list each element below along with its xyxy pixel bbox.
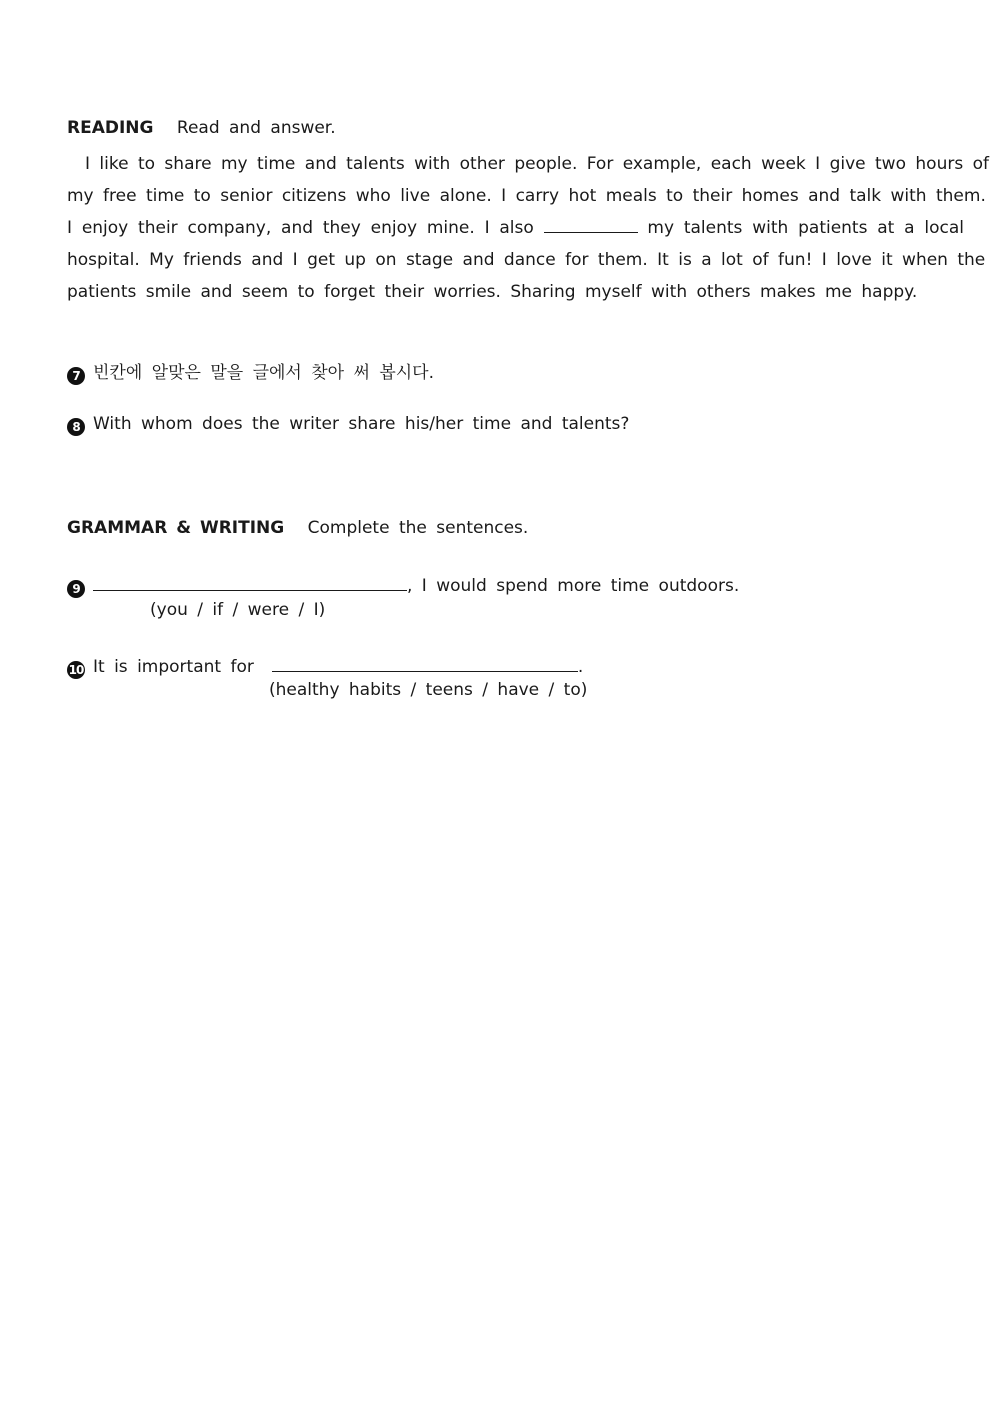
grammar-title: GRAMMAR & WRITING (67, 518, 285, 538)
passage-line-after-blank: my talents with patients at a local (647, 218, 965, 238)
question-10-suffix: . (577, 657, 584, 677)
question-10-prefix: It is important for (93, 657, 254, 677)
question-10 (67, 655, 583, 679)
passage-line: hospital. My friends and I get up on stage and dance for them. It is a lot of fun! I love it when the (67, 250, 986, 270)
reading-instruction: Read and answer. (176, 118, 336, 138)
passage-line: my free time to senior citizens who live alone. I carry hot meals to their homes and talk with them. (67, 186, 986, 206)
grammar-instruction: Complete the sentences. (307, 518, 529, 538)
passage-line (67, 212, 964, 244)
question-number-badge: 9 (67, 580, 85, 598)
grammar-header (67, 518, 528, 538)
question-10-hint: (healthy habits / teens / have / to) (269, 680, 588, 700)
reading-passage (67, 148, 989, 308)
passage-line: patients smile and seem to forget their worries. Sharing myself with others makes me happy. (67, 282, 918, 302)
passage-blank[interactable] (544, 216, 638, 233)
question-9-suffix: , I would spend more time outdoors. (407, 576, 740, 596)
question-number-badge: 10 (68, 663, 84, 677)
question-7 (67, 358, 434, 385)
question-7-text: 빈칸에 알맞은 말을 글에서 찾아 써 봅시다. (93, 363, 435, 383)
answer-blank[interactable] (93, 574, 407, 591)
question-number-badge: 8 (67, 418, 85, 436)
passage-line: I like to share my time and talents with other people. For example, each week I give two hours of (85, 154, 989, 174)
answer-blank[interactable] (272, 655, 578, 672)
question-9-hint: (you / if / were / I) (150, 600, 326, 620)
reading-header (67, 118, 336, 138)
question-8-text: With whom does the writer share his/her time and talents? (93, 414, 630, 434)
question-number-badge: 7 (67, 367, 85, 385)
question-8 (67, 414, 629, 436)
passage-line-before-blank: I enjoy their company, and they enjoy mine. I also (67, 218, 534, 238)
question-9 (67, 574, 739, 598)
reading-title: READING (67, 118, 154, 138)
